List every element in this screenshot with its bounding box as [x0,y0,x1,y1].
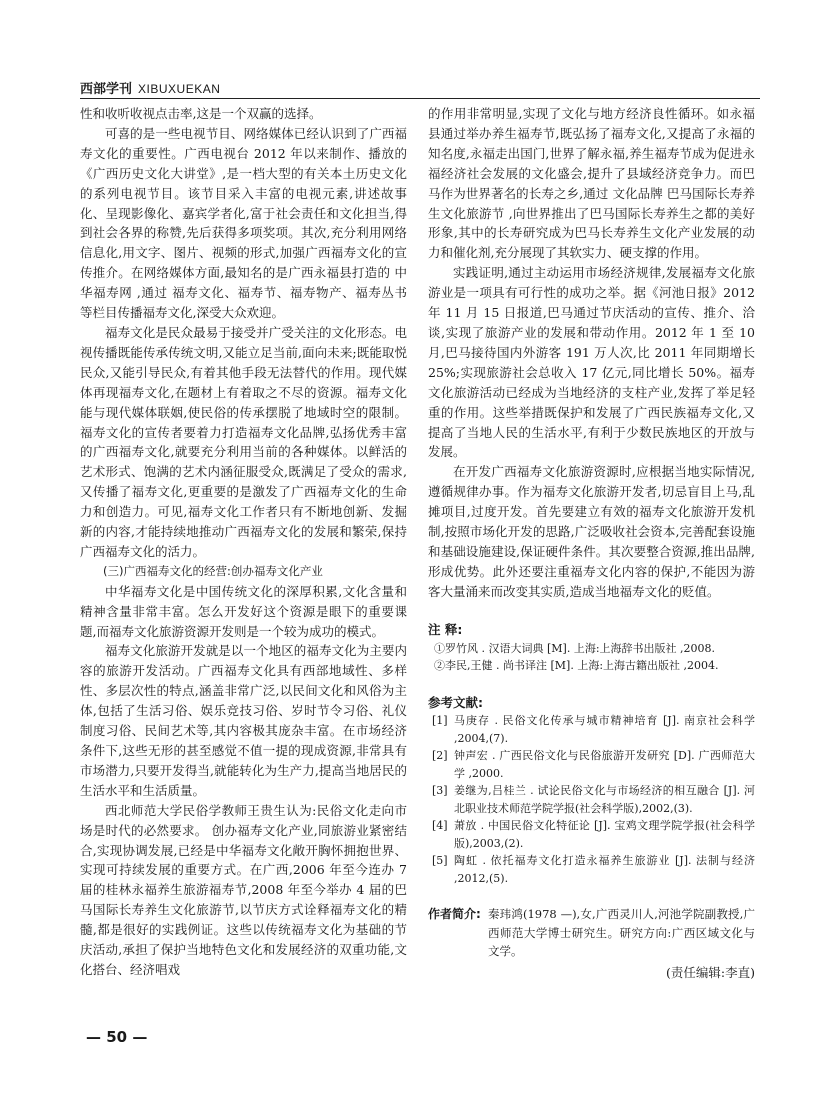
reference-item [428,747,755,782]
paragraph: 福寿文化是民众最易于接受并广受关注的文化形态。电视传播既能传承传统文明,又能立足当前,面向未来;既能取悦民众,又能引导民众,有着其他手段无法替代的作用。现代媒体再现福寿文化,在题材上有着取之不尽的资源。福寿文化能与现代媒体联姻,使民俗的传承摆脱了地域时空的限制。福寿文化的宣传者要着力打造福寿文化品牌,弘扬优秀丰富的广西福寿文化,就要充分利用当前的各种媒体。以鲜活的艺术形式、饱满的艺术内涵征服受众,既满足了受众的需求,又传播了福寿文化,更重要的是激发了广西福寿文化的生命力和创造力。可见,福寿文化工作者只有不断地创新、发掘新的内容,才能持续地推动广西福寿文化的发展和繁荣,保持广西福寿文化的活力。 [80,324,407,559]
reference-number: [3] [432,784,448,798]
reference-number: [4] [432,819,448,833]
paragraph: 福寿文化旅游开发就是以一个地区的福寿文化为主要内容的旅游开发活动。广西福寿文化具有西部地域性、多样性、多层次性的特点,涵盖非常广泛,以民间文化和风俗为主体,包括了生活习俗、娱乐竞技习俗、岁时节令习俗、礼仪制度习俗、民间艺术等,其内容极其庞杂丰富。在市场经济条件下,这些无形的甚至感觉不值一提的现成资源,非常具有市场潜力,只要开发得当,就能转化为生产力,提高当地居民的生活水平和生活质量。 [80,643,407,798]
reference-text: 姜继为,吕桂兰 . 试论民俗文化与市场经济的相互融合 [J]. 河北职业技术师范学院学报(社会科学版),2002,(3). [454,784,755,815]
page-number: — 50 — [86,1028,148,1046]
left-column [80,104,407,980]
journal-title-en: XIBUXUEKAN [138,82,221,96]
author-bio [428,905,755,961]
reference-item [428,817,755,852]
running-header [80,78,760,98]
references-heading: 参考文献: [428,694,483,710]
section-heading: (三)广西福寿文化的经营:创办福寿文化产业 [103,563,323,578]
reference-number: [2] [432,749,448,763]
author-bio-label: 作者简介: [428,907,481,922]
reference-text: 萧放 . 中国民俗文化特征论 [J]. 宝鸡文理学院学报(社会科学版),2003,(2). [454,819,755,850]
author-bio-text: 秦玮鸿(1978 —),女,广西灵川人,河池学院副教授,广西师范大学博士研究生。研究方向:广西区域文化与文学。 [488,907,755,959]
reference-text: 马庚存 . 民俗文化传承与城市精神培育 [J]. 南京社会科学 ,2004,(7). [454,714,755,745]
paragraph: 实践证明,通过主动运用市场经济规律,发展福寿文化旅游业是一项具有可行性的成功之举。据《河池日报》2012 年 11 月 15 日报道,巴马通过节庆活动的宣传、推介、洽谈,实现了旅游产业的发展和带动作用。2012 年 1 至 10 月,巴马接待国内外游客 191 万人次,比 2011 年同期增长 25%;实现旅游社会总收入 17 亿元,同比增长 50%。福寿文化旅游活动已经成为当地经济的支柱产业,发挥了举足轻重的作用。这些举措既保护和发展了广西民族福寿文化,又提高了当地人民的生活水平,有利于少数民族地区的开放与发展。 [428,265,755,460]
reference-item [428,712,755,747]
paragraph: 的作用非常明显,实现了文化与地方经济良性循环。如永福县通过举办养生福寿节,既弘扬了福寿文化,又提高了永福的知名度,永福走出国门,世界了解永福,养生福寿节成为促进永福经济社会发展的文化盛会,提升了县域经济竞争力。而巴马作为世界著名的长寿之乡,通过 文化品牌 巴马国际长寿养生文化旅游节 ,向世界推出了巴马国际长寿养生之都的美好形象,其中的长寿研究成为巴马长寿养生文化产业发展的动力和催化剂,充分展现了其软实力、硬支撑的作用。 [428,106,755,261]
reference-number: [1] [432,714,448,728]
journal-title-cn: 西部学刊 [80,82,133,97]
paragraph: 可喜的是一些电视节目、网络媒体已经认识到了广西福寿文化的重要性。广西电视台 2012 年以来制作、播放的《广西历史文化大讲堂》,是一档大型的有关本土历史文化的系列电视节目。该节目采入丰富的电视元素,讲述故事化、呈现影像化、嘉宾学者化,富于社会责任和文化担当,得到社会各界的称赞,先后获得多项奖项。其次,充分利用网络信息化,用文字、图片、视频的形式,加强广西福寿文化的宣传推介。在网络媒体方面,最知名的是广西永福县打造的 中华福寿网 ,通过 福寿文化、福寿节、福寿物产、福寿丛书 等栏目传播福寿文化,深受大众欢迎。 [80,125,407,321]
right-column [428,104,755,983]
reference-number: [5] [432,854,448,868]
note-item: ①罗竹风 . 汉语大词典 [M]. 上海:上海辞书出版社 ,2008. [434,641,716,655]
reference-item [428,852,755,887]
paragraph: 在开发广西福寿文化旅游资源时,应根据当地实际情况,遵循规律办事。作为福寿文化旅游开发者,切忌盲目上马,乱摊项目,过度开发。首先要建立有效的福寿文化旅游开发机制,按照市场化开发的思路,广泛吸收社会资本,完善配套设施和基础设施建设,保证硬件条件。其次要整合资源,推出品牌,形成优势。此外还要注重福寿文化内容的保护,不能因为游客大量涌来而改变其实质,造成当地福寿文化的贬值。 [428,464,755,599]
note-item: ②李民,王健 . 尚书译注 [M]. 上海:上海古籍出版社 ,2004. [434,659,719,673]
reference-item [428,782,755,817]
paragraph: 性和收听收视点击率,这是一个双赢的选择。 [80,106,322,121]
reference-text: 钟声宏 . 广西民俗文化与民俗旅游开发研究 [D]. 广西师范大学 ,2000. [454,749,755,780]
paragraph: 西北师范大学民俗学教师王贵生认为:民俗文化走向市场是时代的必然要求。 创办福寿文化产业,同旅游业紧密结合,实现协调发展,已经是中华福寿文化敞开胸怀拥抱世界、实现可持续发展的重要方式。在广西,2006 年至今连办 7 届的桂林永福养生旅游福寿节,2008 年至今举办 4 届的巴马国际长寿养生文化旅游节,以节庆方式诠释福寿文化的精髓,都是很好的实践例证。这些以传统福寿文化为基础的节庆活动,承担了保护当地特色文化和发展经济的双重功能,文化搭台、经济唱戏 [80,802,407,977]
editor-credit: (责任编辑:李直) [666,964,755,980]
paragraph: 中华福寿文化是中国传统文化的深厚积累,文化含量和精神含量非常丰富。怎么开发好这个资源是眼下的重要课题,而福寿文化旅游资源开发则是一个较为成功的模式。 [80,583,407,639]
reference-text: 陶虹 . 依托福寿文化打造永福养生旅游业 [J]. 法制与经济 ,2012,(5). [454,854,755,885]
header-divider [80,98,760,99]
notes-heading: 注 释: [428,621,463,637]
